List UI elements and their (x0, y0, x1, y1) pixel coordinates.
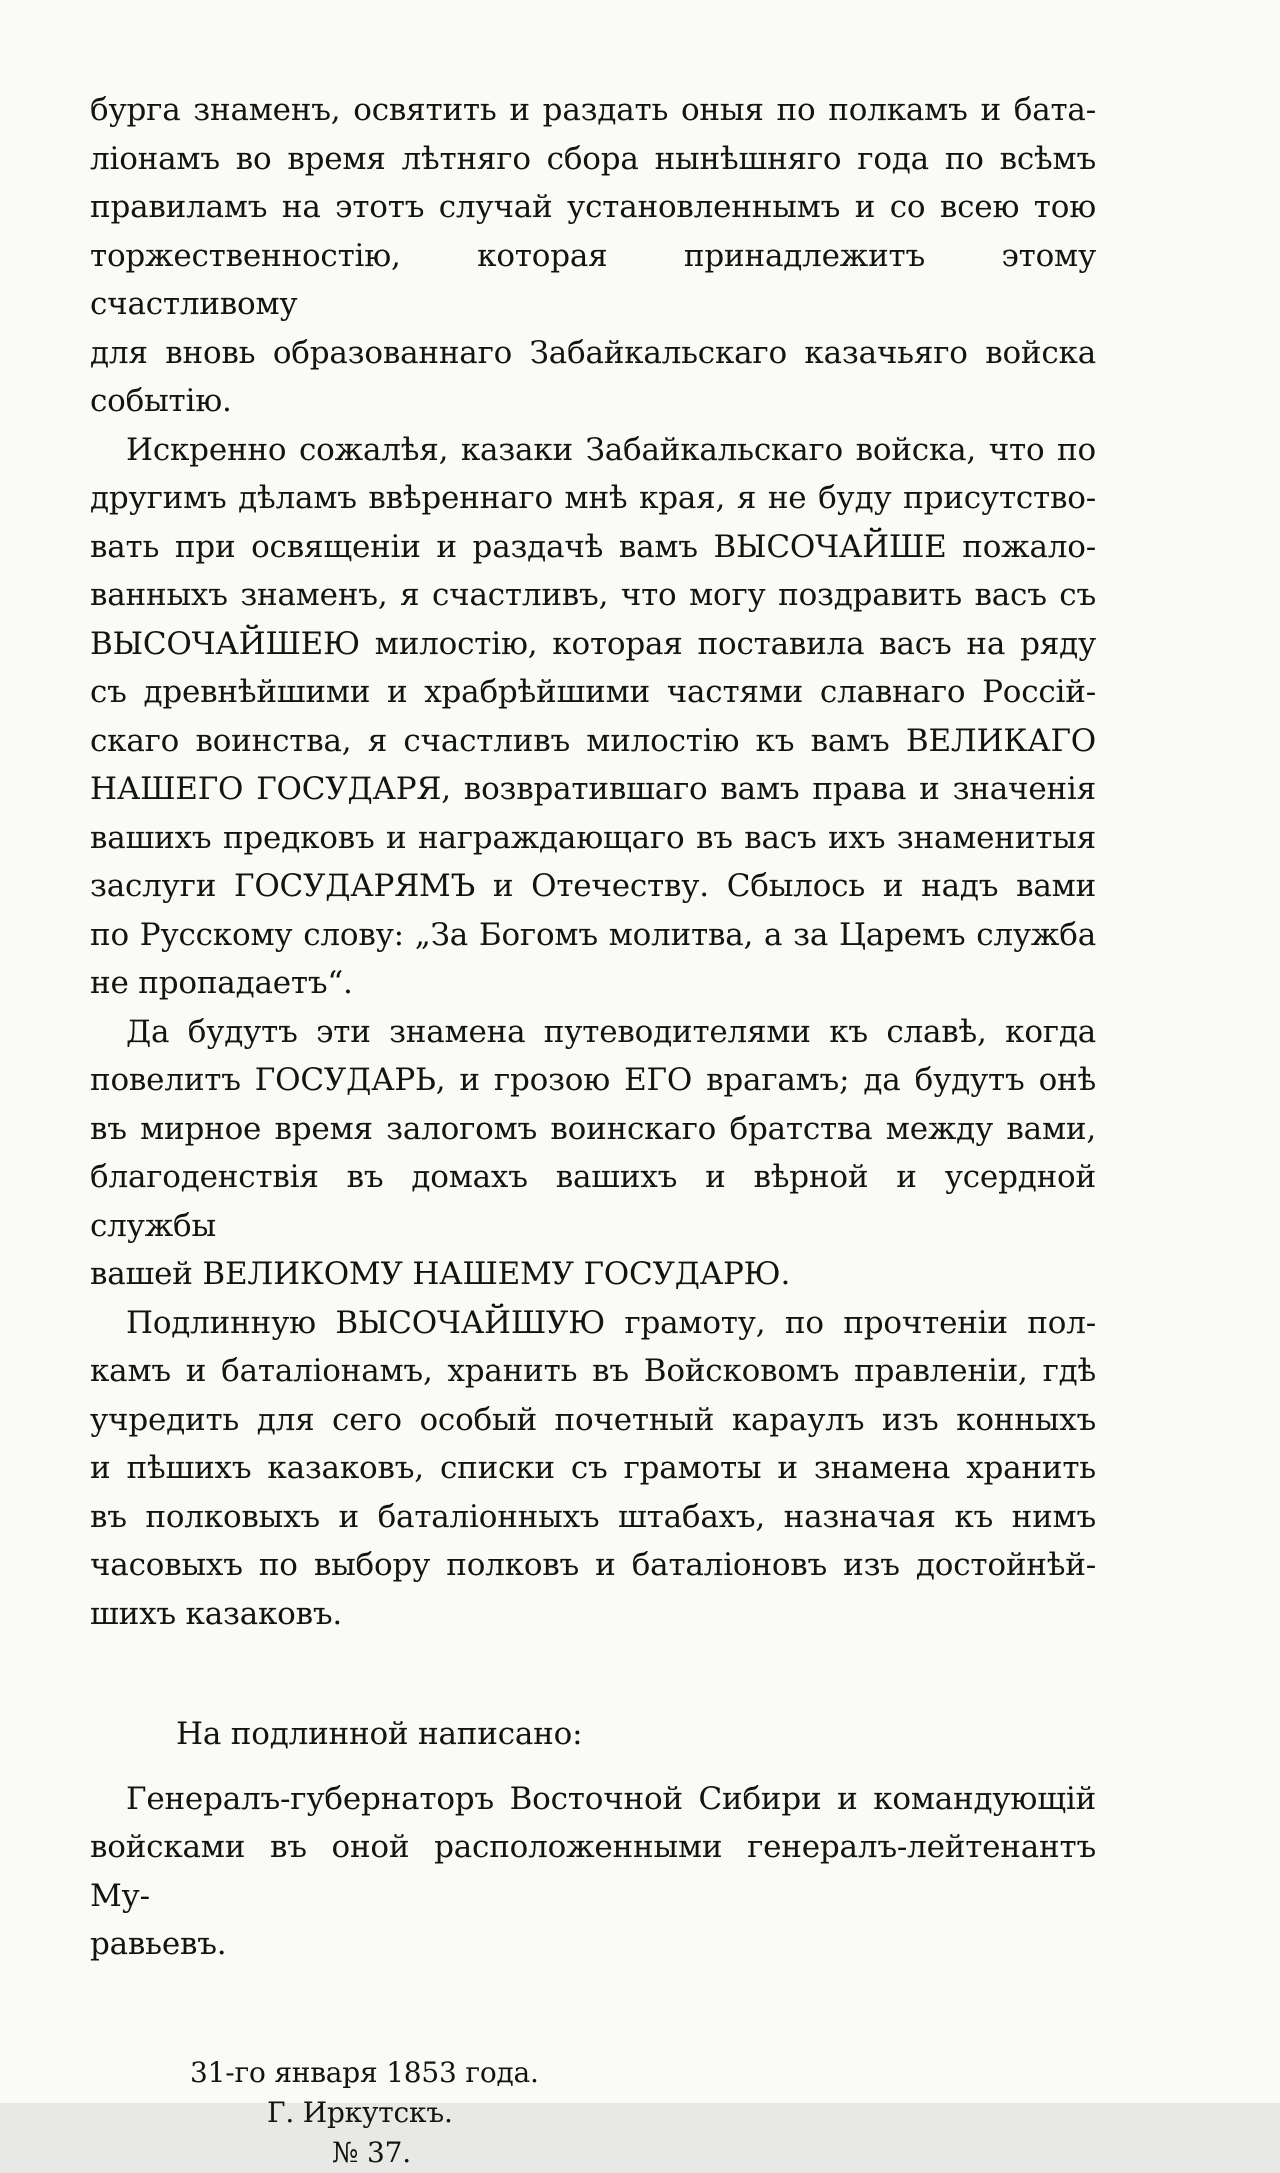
body-paragraph-2 (90, 426, 1096, 1008)
text-line: Генералъ-губернаторъ Восточной Сибири и командующій (126, 1780, 1096, 1817)
page-body (90, 86, 1096, 2173)
text-line: часовыхъ по выбору полковъ и баталіоновъ изъ достойнѣй- (90, 1547, 1096, 1583)
footer-number-line: № 37. (332, 2135, 411, 2169)
text-line: Подлинную ВЫСОЧАЙШУЮ грамоту, по прочтеніи пол- (126, 1304, 1096, 1341)
text-line: ванныхъ знаменъ, я счастливъ, что могу поздравить васъ съ (90, 577, 1096, 613)
text-line: Да будутъ эти знамена путеводителями къ славѣ, когда (126, 1013, 1096, 1050)
text-line: вашихъ предковъ и награждающаго въ васъ ихъ знаменитыя (90, 819, 1096, 856)
footer-block (90, 2053, 1096, 2173)
text-line: войсками въ оной расположенными генералъ-лейтенантъ Му- (90, 1829, 1096, 1914)
text-line: камъ и баталіонамъ, хранить въ Войсковомъ правленіи, гдѣ (90, 1353, 1096, 1389)
footer-place-line: Г. Иркутскъ. (267, 2095, 453, 2129)
text-line: вашей ВЕЛИКОМУ НАШЕМУ ГОСУДАРЮ. (90, 1256, 791, 1292)
text-line: бурга знаменъ, освятить и раздать оныя по полкамъ и бата- (90, 92, 1096, 128)
body-paragraph-1 (90, 86, 1096, 426)
text-line: и пѣшихъ казаковъ, списки съ грамоты и знамена хранить (90, 1450, 1096, 1486)
text-line: правиламъ на этотъ случай установленнымъ и со всею тою (90, 189, 1096, 225)
text-line: для вновь образованнаго Забайкальскаго казачьяго войска (90, 334, 1096, 371)
text-line: Искренно сожалѣя, казаки Забайкальскаго войска, что по (126, 431, 1096, 468)
text-line: вать при освященіи и раздачѣ вамъ ВЫСОЧАЙШЕ пожало- (90, 528, 1096, 565)
text-line: НАШЕГО ГОСУДАРЯ, возвратившаго вамъ права и значенія (90, 771, 1096, 807)
text-line: ВЫСОЧАЙШЕЮ милостію, которая поставила васъ на ряду (90, 625, 1096, 662)
body-paragraph-3 (90, 1008, 1096, 1299)
text-line: шихъ казаковъ. (90, 1595, 343, 1632)
text-line: заслуги ГОСУДАРЯМЪ и Отечеству. Сбылось и надъ вами (90, 868, 1096, 904)
text-line: другимъ дѣламъ ввѣреннаго мнѣ края, я не буду присутство- (90, 480, 1096, 516)
text-line: не пропадаетъ“. (90, 965, 353, 1001)
annotation-heading: На подлинной написано: (176, 1716, 583, 1752)
text-line: повелитъ ГОСУДАРЬ, и грозою ЕГО врагамъ; да будутъ онѣ (90, 1062, 1096, 1098)
text-line: съ древнѣйшими и храбрѣйшими частями славнаго Россій- (90, 674, 1096, 710)
signature-paragraph (90, 1775, 1096, 1969)
text-line: ліонамъ во время лѣтняго сбора нынѣшняго года по всѣмъ (90, 140, 1096, 177)
text-line: по Русскому слову: „За Богомъ молитва, а за Царемъ служба (90, 916, 1096, 953)
text-line: благоденствія въ домахъ вашихъ и вѣрной и усердной службы (90, 1159, 1096, 1244)
text-line: событію. (90, 383, 232, 419)
text-line: торжественностію, которая принадлежитъ этому счастливому (90, 237, 1096, 322)
text-line: равьевъ. (90, 1926, 227, 1962)
text-line: въ мирное время залогомъ воинскаго братства между вами, (90, 1110, 1096, 1147)
text-line: скаго воинства, я счастливъ милостію къ вамъ ВЕЛИКАГО (90, 722, 1096, 759)
text-line: въ полковыхъ и баталіонныхъ штабахъ, назначая къ нимъ (90, 1498, 1096, 1535)
body-paragraph-4 (90, 1299, 1096, 1639)
text-line: учредить для сего особый почетный караулъ изъ конныхъ (90, 1401, 1096, 1438)
footer-date-line: 31-го января 1853 года. (190, 2055, 539, 2089)
